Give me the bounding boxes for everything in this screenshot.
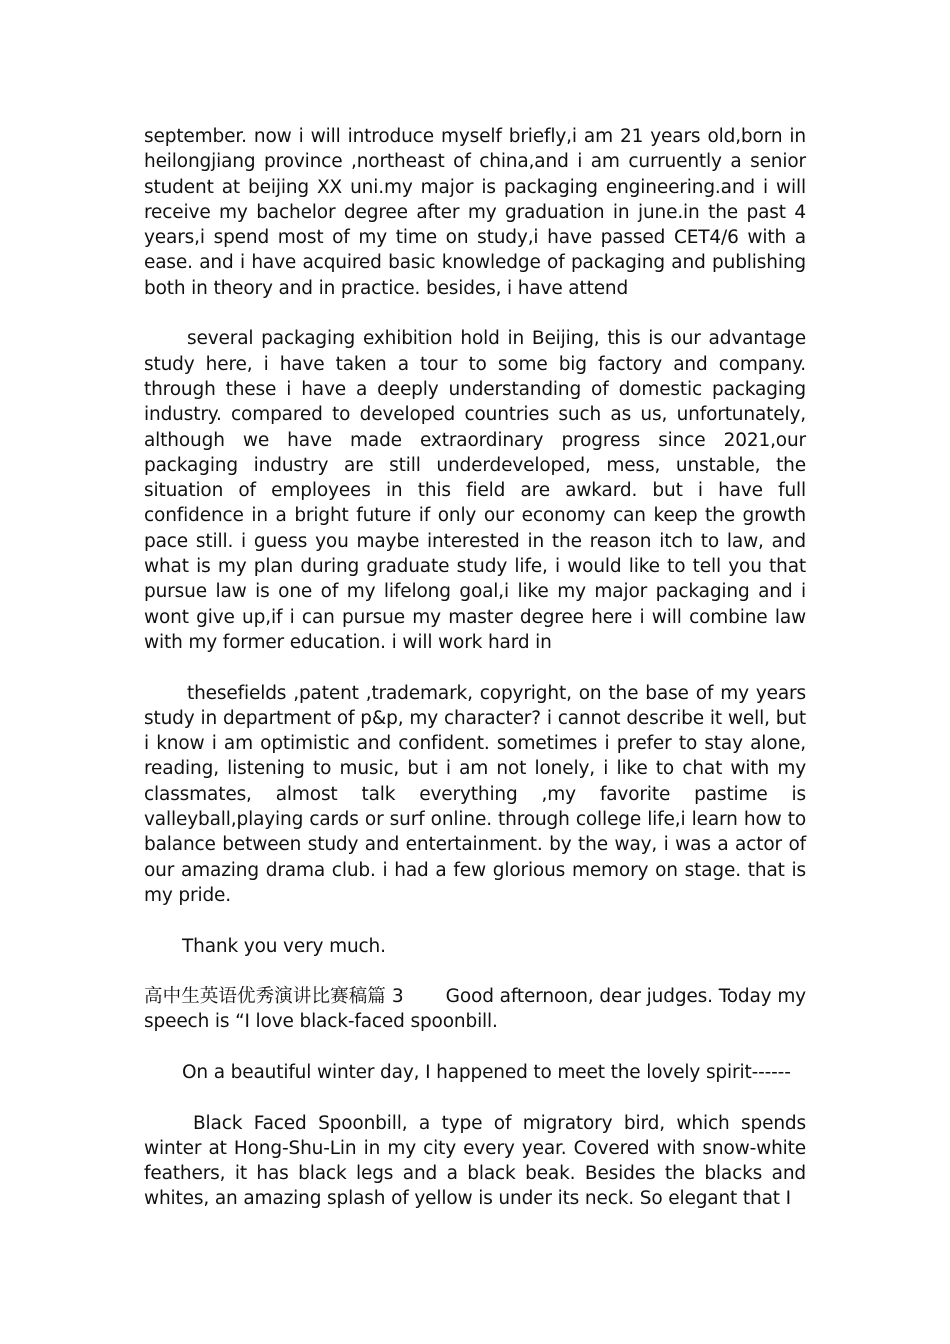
speech-title: 高中生英语优秀演讲比赛稿篇 3 [144, 986, 404, 1008]
paragraph-intro: september. now i will introduce myself briefly,i am 21 years old,born in heilongjiang province ,northeast of china,and i am curruently a senior student at beijing XX uni.my major is packaging engineering.and i will receive my bachelor degree after my graduation in june.in the past 4 years,i spend most of my time on study,i have passed CET4/6 with a ease. and i have acquired basic knowledge of packaging and publishing both in theory and in practice. besides, i have attend [144, 126, 806, 299]
paragraph-spoonbill: Black Faced Spoonbill, a type of migratory bird, which spends winter at Hong-Shu-Lin in my city every year. Covered with snow-white feathers, it has black legs and a black beak. Besides the blacks and whites, an amazing splash of yellow is under its neck. So elegant that I [144, 1112, 806, 1210]
document-page [144, 124, 806, 1237]
paragraph-winter-day: On a beautiful winter day, I happened to meet the lovely spirit------ [182, 1061, 791, 1083]
speech-heading [144, 984, 806, 1035]
paragraph-thanks: Thank you very much. [182, 935, 386, 957]
paragraph-exhibition: several packaging exhibition hold in Beijing, this is our advantage study here, i have taken a tour to some big factory and company. through these i have a deeply understanding of domestic packaging industry. compared to developed countries such as us, unfortunately, although we have made extraordinary progress since 2021,our packaging industry are still underdeveloped, mess, unstable, the situation of employees in this field are awkard. but i have full confidence in a bright future if only our economy can keep the growth pace still. i guess you maybe interested in the reason itch to law, and what is my plan during graduate study life, i would like to tell you that pursue law is one of my lifelong goal,i like my major packaging and i wont give up,if i can pursue my master degree here i will combine law with my former education. i will work hard in [144, 328, 806, 653]
paragraph-character: thesefields ,patent ,trademark, copyright, on the base of my years study in department of p&p, my character? i cannot describe it well, but i know i am optimistic and confident. sometimes i prefer to stay alone, reading, listening to music, but i am not lonely, i like to chat with my classmates, almost talk everything ,my favorite pastime is valleyball,playing cards or surf online. through college life,i learn how to balance between study and entertainment. by the way, i was a actor of our amazing drama club. i had a few glorious memory on stage. that is my pride. [144, 682, 806, 906]
speech-opening: Good afternoon, dear judges. Today my speech is “I love black-faced spoonbill. [144, 986, 806, 1033]
